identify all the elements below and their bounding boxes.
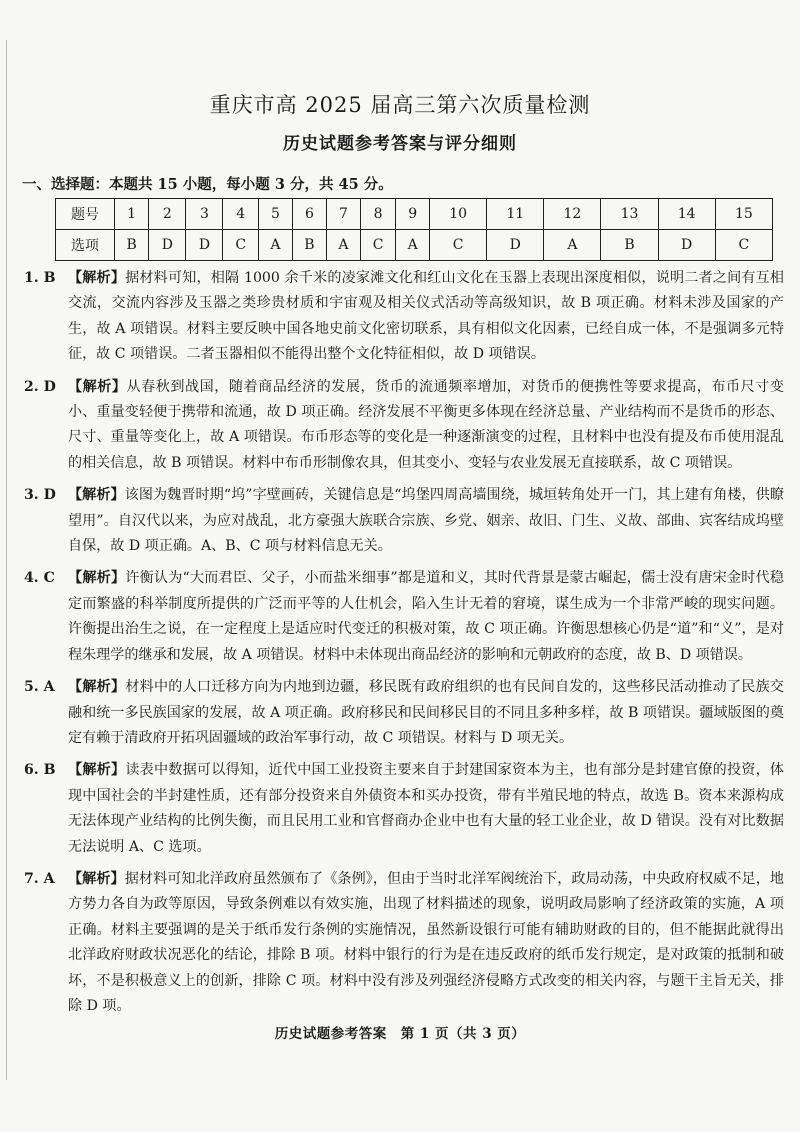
question-number-cell: 14 (658, 199, 715, 230)
section-header: 一、选择题：本题共 15 小题，每小题 3 分，共 45 分。 (22, 176, 393, 193)
page-edge-line (6, 40, 7, 1080)
answer-cell: D (186, 230, 223, 261)
answer-key-table (55, 198, 773, 261)
item-text: 从春秋到战国，随着商品经济的发展，货币的流通频率增加，对货币的便携性等要求提高，布币尺寸变小、重量变轻便于携带和流通，故 D 项正确。经济发展不平衡更多体现在经济总量、产业结构而不是货币的形态、尺寸、重量等变化上，故 A 项错误。布币形态等的变化是一种逐渐演变的过程，且材料中也没有提及布币使用混乱的相关信息，故 B 项错误。材料中布币形制像农具，但其变小、变轻与农业发展无直接联系，故 C 项错误。 (68, 378, 785, 471)
answer-cell: D (149, 230, 186, 261)
question-number-cell: 1 (115, 199, 149, 230)
analysis-tag: 【解析】 (68, 570, 126, 587)
explanation-item-4 (24, 566, 784, 668)
page-footer: 历史试题参考答案 第 1 页（共 3 页） (274, 1026, 526, 1042)
item-number: 2. D (24, 378, 56, 395)
analysis-tag: 【解析】 (68, 487, 125, 504)
explanation-item-5 (24, 675, 784, 751)
item-number: 1. B (24, 270, 56, 286)
item-body (68, 483, 784, 559)
question-number-cell: 6 (292, 199, 326, 230)
answer-cell: A (327, 230, 361, 261)
answer-cell: A (544, 230, 601, 261)
item-body (68, 675, 784, 751)
item-text: 据材料可知北洋政府虽然颁布了《条例》，但由于当时北洋军阀统治下，政局动荡，中央政府权威不足，地方势力各自为政等原因，导致条例难以有效实施，出现了材料描述的现象，说明政局影响了经济政策的实施，A 项正确。材料主要强调的是关于纸币发行条例的实施情况，虽然新设银行可能有辅助财政的目的，但不能据此就得出北洋政府财政状况恶化的结论，排除 B 项。材料中银行的行为是在违反政府的纸币发行规定，是对政策的抵制和破坏，不是积极意义上的创新，排除 C 项。材料中没有涉及列强经济侵略方式改变的相关内容，与题干主旨无关，排除 D 项。 (68, 870, 784, 1014)
answer-cell: C (223, 230, 259, 261)
item-body (68, 375, 784, 477)
document-subtitle: 历史试题参考答案与评分细则 (283, 134, 517, 154)
question-number-row (56, 199, 773, 230)
item-number: 4. C (24, 570, 55, 587)
answer-cell: A (259, 230, 293, 261)
item-text: 该图为魏晋时期“坞”字壁画砖，关键信息是“坞堡四周高墙围绕，城垣转角处开一门，其上建有角楼，供瞭望用”。自汉代以来，为应对战乱，北方豪强大族联合宗族、乡党、姻亲、故旧、门生、义故、部曲、宾客结成坞壁自保，故 D 项正确。A、B、C 项与材料信息无关。 (68, 487, 784, 555)
explanation-item-6 (24, 758, 784, 860)
item-text: 读表中数据可以得知，近代中国工业投资主要来自于封建国家资本为主，也有部分是封建官僚的投资，体现中国社会的半封建性质，还有部分投资来自外债资本和买办投资，带有半殖民地的特点，故选 B。资本来源构成无法体现产业结构的比例失衡，而且民用工业和官督商办企业中也有大量的轻工业企业，故 D 错误。没有对比数据无法说明 A、C 选项。 (68, 762, 785, 855)
question-number-cell: 13 (601, 199, 658, 230)
analysis-tag: 【解析】 (68, 762, 126, 779)
item-body (68, 266, 784, 368)
item-text: 许衡认为“大而君臣、父子，小而盐米细事”都是道和义，其时代背景是蒙古崛起，儒士没有唐宋金时代稳定而繁盛的科举制度所提供的广泛而平等的人仕机会，陷入生计无着的窘境，谋生成为一个非常严峻的现实问题。许衡提出治生之说，在一定程度上是适应时代变迁的积极对策，故 C 项正确。许衡思想核心仍是“道”和“义”，是对程朱理学的继承和发展，故 A 项错误。材料中未体现出商品经济的影响和元朝政府的态度，故 B、D 项错误。 (68, 570, 785, 663)
analysis-tag: 【解析】 (68, 378, 127, 395)
question-number-cell: 10 (430, 199, 487, 230)
answer-cell: D (658, 230, 715, 261)
question-number-cell: 12 (544, 199, 601, 230)
explanations-list (24, 266, 784, 1026)
explanation-item-7 (24, 867, 784, 1019)
item-body (68, 566, 784, 668)
question-number-cell: 11 (487, 199, 544, 230)
item-number: 7. A (24, 870, 55, 887)
analysis-tag: 【解析】 (68, 870, 125, 887)
item-text: 据材料可知，相隔 1000 余千米的凌家滩文化和红山文化在玉器上表现出深度相似，说明二者之间有互相交流，交流内容涉及玉器之类珍贵材质和宇宙观及相关仪式活动等高级知识，故 B 项正确。材料未涉及国家的产生，故 A 项错误。材料主要反映中国各地史前文化密切联系，具有相似文化因素，已经自成一体，不是强调多元特征，故 C 项错误。二者玉器相似不能得出整个文化特征相似，故 D 项错误。 (68, 270, 784, 363)
explanation-item-2 (24, 375, 784, 477)
item-body (68, 867, 784, 1019)
item-number: 3. D (24, 487, 56, 504)
answer-option-row (56, 230, 773, 261)
explanation-item-1 (24, 266, 784, 368)
question-number-cell: 7 (327, 199, 361, 230)
row-label-answer: 选项 (56, 230, 115, 261)
analysis-tag: 【解析】 (68, 270, 126, 286)
answer-cell: B (292, 230, 326, 261)
answer-cell: A (396, 230, 430, 261)
question-number-cell: 4 (223, 199, 259, 230)
question-number-cell: 9 (396, 199, 430, 230)
question-number-cell: 5 (259, 199, 293, 230)
answer-cell: B (601, 230, 658, 261)
analysis-tag: 【解析】 (68, 679, 126, 696)
item-text: 材料中的人口迁移方向为内地到边疆，移民既有政府组织的也有民间自发的，这些移民活动推动了民族交融和统一多民族国家的发展，故 A 项正确。政府移民和民间移民目的不同且多种多样，故 B 项错误。疆域版图的奠定有赖于清政府开拓巩固疆域的政治军事行动，故 C 项错误。材料与 D 项无关。 (68, 679, 785, 746)
answer-cell: B (115, 230, 149, 261)
question-number-cell: 8 (360, 199, 396, 230)
item-number: 5. A (24, 679, 55, 696)
question-number-cell: 2 (149, 199, 186, 230)
answer-cell: C (360, 230, 396, 261)
explanation-item-3 (24, 483, 784, 559)
answer-cell: C (715, 230, 772, 261)
exam-title: 重庆市高 2025 届高三第六次质量检测 (209, 93, 591, 117)
row-label-number: 题号 (56, 199, 115, 230)
question-number-cell: 15 (715, 199, 772, 230)
item-number: 6. B (24, 762, 56, 779)
question-number-cell: 3 (186, 199, 223, 230)
item-body (68, 758, 784, 860)
answer-cell: C (430, 230, 487, 261)
answer-cell: D (487, 230, 544, 261)
